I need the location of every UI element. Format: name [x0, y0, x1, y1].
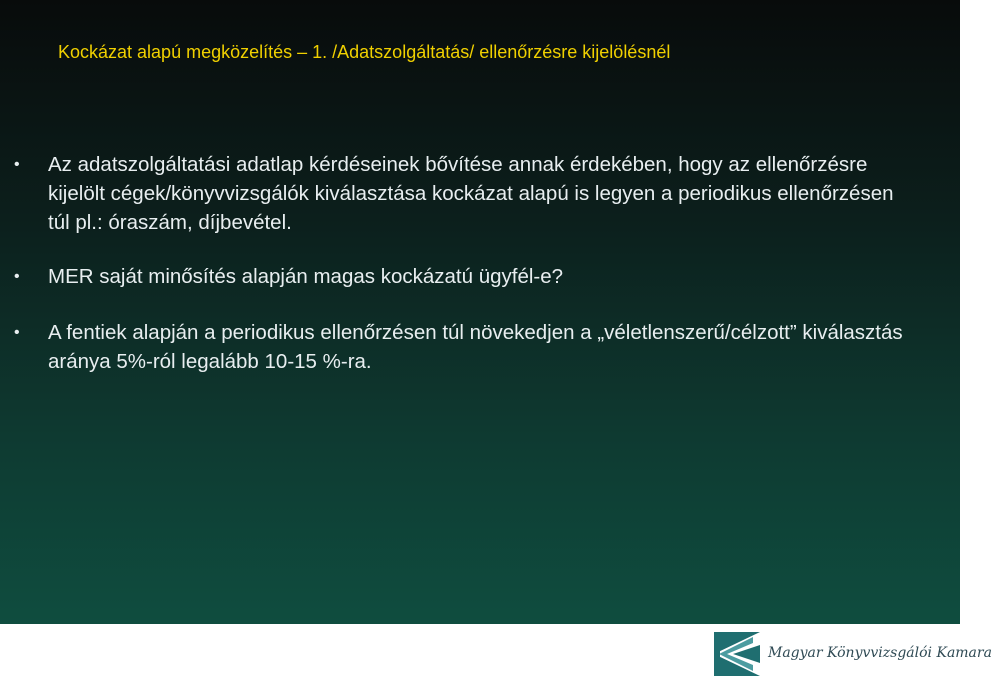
slide-title: Kockázat alapú megközelítés – 1. /Adatszolgáltatás/ ellenőrzésre kijelölésnél [58, 42, 671, 62]
bullet-item [14, 150, 914, 237]
mkvk-logo-icon [713, 631, 761, 677]
bullet-list [14, 150, 914, 405]
bullet-text: A fentiek alapján a periodikus ellenőrzésen túl növekedjen a „véletlenszerű/célzott” kiválasztás aránya 5%-ról legalább 10-15 %-ra. [48, 321, 903, 373]
bullet-dot: • [14, 268, 20, 285]
bullet-text: MER saját minősítés alapján magas kockázatú ügyfél-e? [48, 265, 564, 288]
organization-name: Magyar Könyvvizsgálói Kamara [768, 645, 992, 661]
bullet-item [14, 318, 914, 376]
bullet-dot: • [14, 156, 20, 173]
bullet-text: Az adatszolgáltatási adatlap kérdéseinek bővítése annak érdekében, hogy az ellenőrzésre kijelölt cégek/könyvvizsgálók kiválasztása kockázat alapú is legyen a periodikus ellenőrzésen túl pl.: óraszám, díjbevétel. [48, 153, 894, 234]
bullet-item [14, 262, 914, 291]
bullet-dot: • [14, 324, 20, 341]
